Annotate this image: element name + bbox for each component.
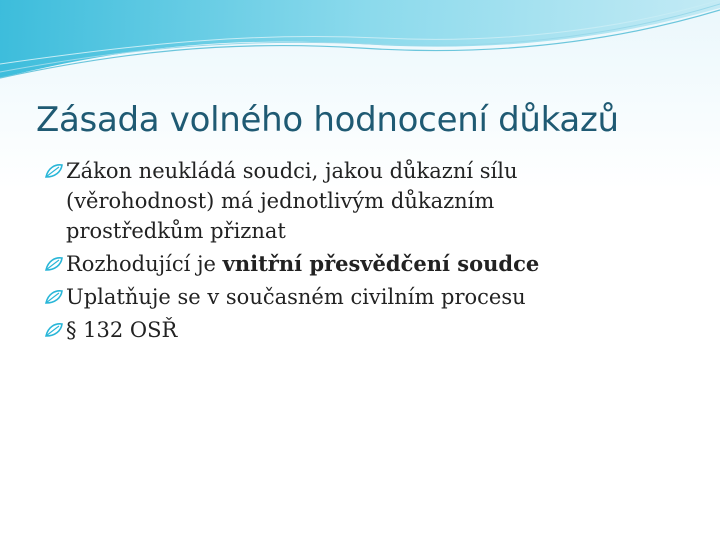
bullet-item <box>44 156 684 246</box>
header-wave-decoration <box>0 0 720 90</box>
leaf-icon <box>44 289 64 305</box>
bullet-text: Rozhodující je <box>66 252 223 276</box>
bullet-item <box>44 249 684 279</box>
bullet-item <box>44 315 684 345</box>
bullet-emphasis: vnitřní přesvědčení soudce <box>222 251 540 276</box>
leaf-icon <box>44 256 64 272</box>
bullet-item <box>44 282 684 312</box>
slide-title: Zásada volného hodnocení důkazů <box>36 100 619 140</box>
leaf-icon <box>44 322 64 338</box>
leaf-icon <box>44 163 64 179</box>
bullet-list <box>44 156 684 348</box>
bullet-text-line-1: Zákon neukládá soudci, jakou důkazní sílu <box>66 159 518 183</box>
bullet-text-line-2: (věrohodnost) má jednotlivým důkazním <box>66 189 495 213</box>
bullet-text: § 132 OSŘ <box>66 318 178 342</box>
bullet-text-line-3: prostředkům přiznat <box>66 219 286 243</box>
bullet-text: Uplatňuje se v současném civilním procesu <box>66 285 526 309</box>
